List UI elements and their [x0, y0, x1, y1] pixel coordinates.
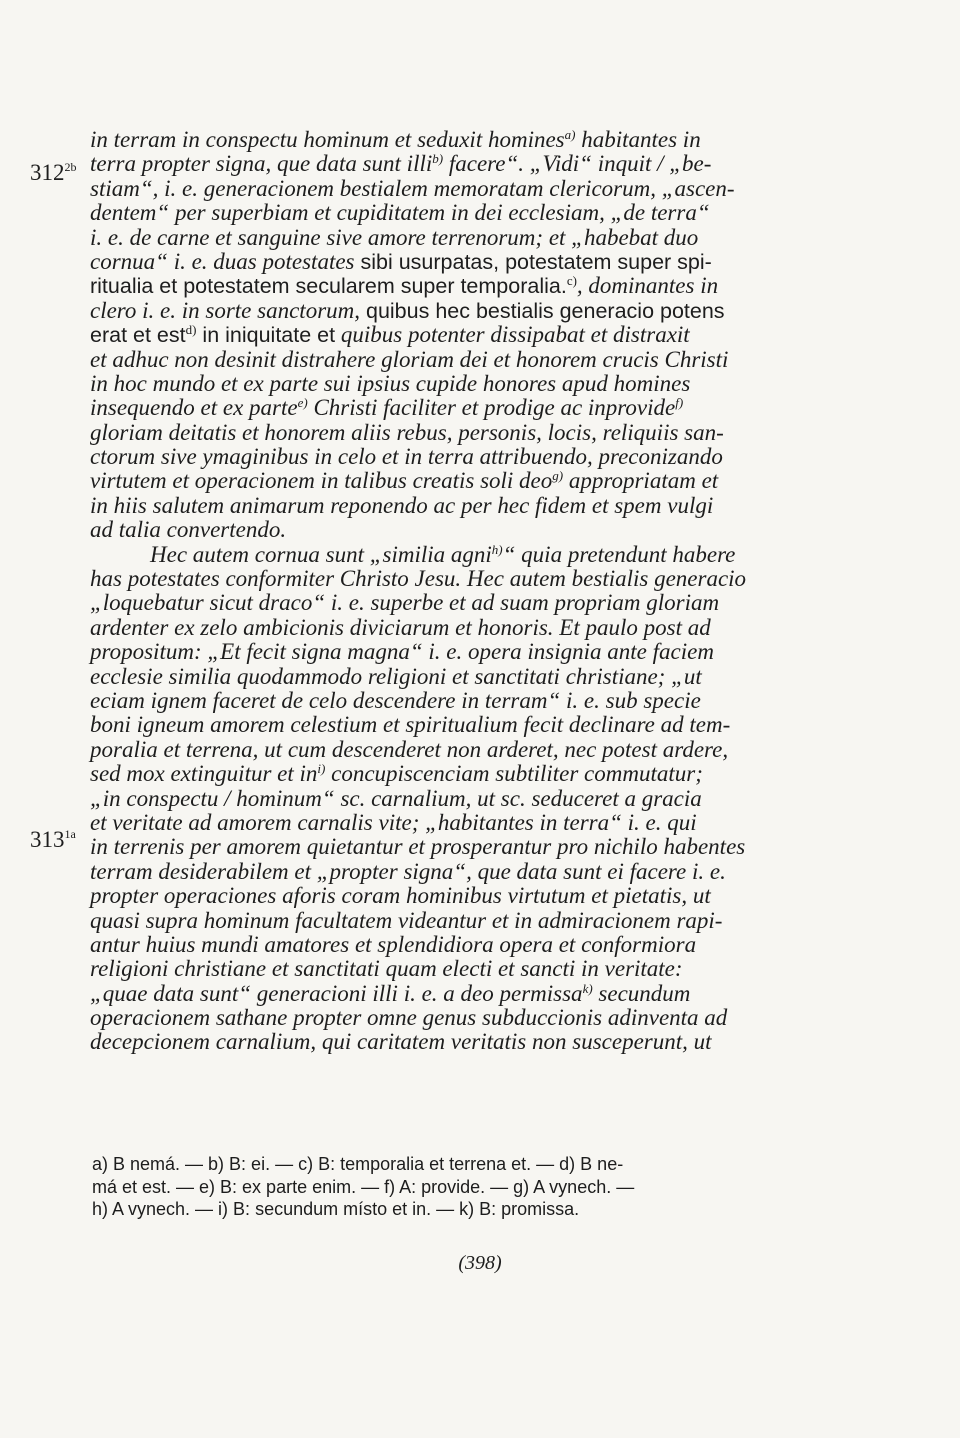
footnote-line: h) A vynech. — i) B: secundum místo et in. — k) B: promissa. [92, 1199, 580, 1219]
text-line: decepcionem carnalium, qui caritatem veritatis non susceperunt, ut [90, 1029, 712, 1055]
text-line: sed mox extinguitur et $in^{i)}$ concupiscenciam subtiliter commutatur; [90, 761, 703, 787]
text-line: terra propter signa, que data sunt illi$^{b)}$ facere“. „Vidi“ inquit / „be- [90, 151, 712, 177]
text-line: clero i. e. in sorte sanctorum, quibus hec bestialis generacio potens [90, 297, 725, 323]
text-line: in terrenis per amorem quietantur et prosperantur pro nichilo habentes [90, 834, 746, 860]
text-line: „loquebatur sicut draco“ i. e. superbe et ad suam propriam gloriam [90, 590, 720, 616]
footnotes [92, 1153, 832, 1221]
text-line: antur huius mundi amatores et splendidiora opera et conformiora [90, 931, 697, 957]
margin-reference-312: $312^{2b}$ [30, 160, 77, 185]
text-line: operacionem sathane propter omne genus subduccionis adinventa ad [90, 1005, 728, 1031]
text-line: in hiis salutem animarum reponendo ac per hec fidem et spem vulgi [90, 492, 714, 518]
text-line: terram desiderabilem et „propter signa“, que data sunt ei facere i. e. [90, 858, 726, 884]
text-line: erat et est$^{d)}$ in iniquitate et quibus potenter dissipabat et distraxit [90, 322, 690, 348]
margin-reference-313: $313^{1a}$ [30, 827, 76, 852]
footnote-line: má et est. — e) B: ex parte enim. — f) A: provide. — g) A vynech. — [92, 1176, 635, 1197]
text-line: ecclesie similia quodammodo religioni et sanctitati christiane; „ut [90, 663, 702, 689]
text-line: propositum: „Et fecit signa magna“ i. e. opera insignia ante faciem [90, 639, 714, 665]
text-line: eciam ignem faceret de celo descendere in terram“ i. e. sub specie [90, 687, 701, 713]
text-line: stiam“, i. e. generacionem bestialem memoratam clericorum, „ascen- [90, 175, 735, 201]
text-line: ritualia et potestatem secularem super temporalia.$^{c)}$, dominantes in [90, 273, 719, 299]
text-line: cornua“ i. e. duas potestates sibi usurpatas, potestatem super spi- [90, 248, 712, 274]
text-line: ctorum sive ymaginibus in celo et in terra attribuendo, preconizando [90, 444, 723, 470]
text-line: „in conspectu / hominum“ sc. carnalium, ut sc. seduceret a gracia [90, 785, 702, 811]
text-line: et veritate ad amorem carnalis vite; „habitantes in terra“ i. e. qui [90, 809, 697, 835]
text-line: virtutem et operacionem in talibus creatis soli deo$^{g)}$ appropriatam et [90, 468, 719, 494]
text-line: in terram in conspectu hominum et seduxit homines$^{a)}$ habitantes in [90, 127, 701, 152]
footnote-line: a) B nemá. — b) B: ei. — c) B: temporalia et terrena et. — d) B ne- [92, 1154, 624, 1174]
text-line: boni igneum amorem celestium et spiritualium fecit declinare ad tem- [90, 712, 731, 738]
text-line: propter operaciones aforis coram hominibus virtutum et pietatis, ut [90, 883, 711, 909]
text-line: poralia et terrena, ut cum descenderet non arderet, nec potest ardere, [90, 736, 729, 762]
text-line: quasi supra hominum facultatem videantur et in admiracionem rapi- [90, 907, 723, 933]
text-line: ad talia convertendo. [90, 517, 287, 543]
text-line: i. e. de carne et sanguine sive amore terrenorum; et „habebat duo [90, 224, 699, 250]
text-line: dentem“ per superbiam et cupiditatem in dei ecclesiam, „de terra“ [90, 200, 710, 226]
text-line: insequendo et ex parte$^{e)}$ Christi faciliter et prodige ac inprovide$^{f)}$ [90, 395, 684, 421]
text-line: „quae data sunt“ generacioni illi i. e. a deo permissa$^{k)}$ secundum [90, 980, 691, 1006]
text-line: gloriam deitatis et honorem aliis rebus, personis, locis, reliquiis san- [90, 419, 724, 445]
text-line: ardenter ex zelo ambicionis diviciarum et honoris. Et paulo post ad [90, 614, 711, 640]
text-line: Hec autem cornua sunt „similia agni$^{h)}$“ quia pretendunt habere [150, 541, 736, 567]
text-line: in hoc mundo et ex parte sui ipsius cupide honores apud homines [90, 370, 691, 396]
page-number: (398) [458, 1252, 502, 1274]
text-line: et adhuc non desinit distrahere gloriam dei et honorem crucis Christi [90, 346, 729, 372]
main-text [90, 128, 838, 1055]
text-line: religioni christiane et sanctitati quam electi et sancti in veritate: [90, 956, 683, 982]
text-line: has potestates conformiter Christo Jesu. Hec autem bestialis generacio [90, 566, 747, 592]
